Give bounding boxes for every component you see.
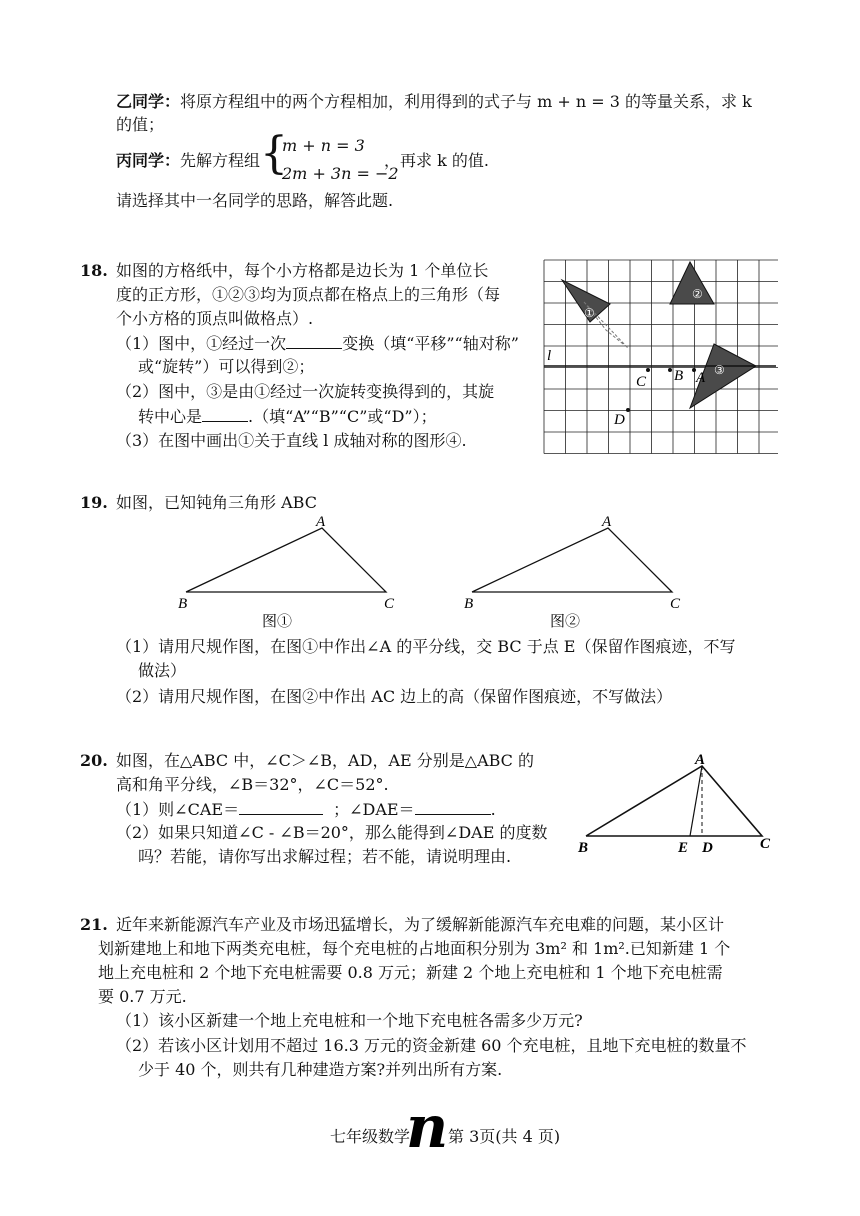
q17-bing-suffix: ，再求 k 的值. bbox=[384, 151, 489, 170]
q18-number: 18. bbox=[80, 261, 108, 280]
q18-part3: （3）在图中画出①关于直线 l 成轴对称的图形④. bbox=[116, 431, 467, 450]
q18-blank1[interactable] bbox=[286, 332, 342, 349]
q20-part1-a: （1）则∠CAE＝ bbox=[116, 800, 240, 819]
q21-part2-b: 少于 40 个，则共有几种建造方案?并列出所有方案. bbox=[138, 1060, 503, 1079]
fig-label-A: A bbox=[695, 752, 706, 768]
q18-part2-b: 转中心是 bbox=[138, 407, 203, 426]
q20-part1 bbox=[116, 798, 496, 821]
q17-yi-text: 将原方程组中的两个方程相加，利用得到的式子与 m + n = 3 的等量关系，求 k bbox=[180, 92, 752, 111]
label-A: A bbox=[696, 370, 706, 386]
fig1-label-C: C bbox=[384, 596, 395, 612]
fig2-label-C: C bbox=[670, 596, 681, 612]
q21-line1: 近年来新能源汽车产业及市场迅猛增长，为了缓解新能源汽车充电难的问题，某小区计 bbox=[116, 915, 725, 934]
q20-part2-b: 吗？若能，请你写出求解过程；若不能，请说明理由. bbox=[138, 847, 512, 866]
fig-label-E: E bbox=[678, 840, 689, 856]
label-D: D bbox=[614, 412, 625, 428]
q17-system-brace: { bbox=[260, 128, 288, 179]
q17-eq1: m + n = 3 bbox=[282, 136, 365, 155]
q19-text: 如图，已知钝角三角形 ABC bbox=[116, 493, 317, 512]
q20-line1: 如图，在△ABC 中，∠C＞∠B，AD，AE 分别是△ABC 的 bbox=[116, 751, 535, 770]
q20-line2: 高和角平分线，∠B＝32°，∠C＝52°. bbox=[116, 775, 389, 794]
q20-blank1[interactable] bbox=[239, 798, 323, 815]
q18-line2: 度的正方形，①②③均为顶点都在格点上的三角形（每 bbox=[116, 285, 501, 304]
label-l: l bbox=[547, 348, 552, 364]
q21-line3: 地上充电桩和 2 个地下充电桩需要 0.8 万元；新建 2 个地上充电桩和 1 个地下充电桩需 bbox=[98, 963, 723, 982]
q17-bing-label: 丙同学： bbox=[116, 151, 181, 170]
q18-blank2[interactable] bbox=[202, 405, 248, 422]
footer-page-number: 第 3页(共 4 页) bbox=[448, 1127, 561, 1146]
q17-yi-line bbox=[116, 91, 752, 113]
fig2-label-A: A bbox=[602, 514, 612, 530]
q19-part1-b: 做法） bbox=[138, 661, 187, 680]
q19-number: 19. bbox=[80, 493, 108, 512]
footer-handwritten-mark: n bbox=[406, 1093, 449, 1161]
footer-subject: 七年级数学 bbox=[330, 1127, 411, 1146]
q21-number: 21. bbox=[80, 915, 108, 934]
q17-yi-line2: 的值； bbox=[116, 115, 165, 134]
q17-choose: 请选择其中一名同学的思路，解答此题. bbox=[116, 191, 394, 210]
q17-bing-line bbox=[116, 150, 260, 172]
q19-figure-2 bbox=[456, 510, 696, 630]
q18-part1 bbox=[116, 332, 519, 355]
q20-part1-b: ；∠DAE＝ bbox=[333, 800, 415, 819]
q18-line1: 如图的方格纸中，每个小方格都是边长为 1 个单位长 bbox=[116, 261, 489, 280]
q19-part2: （2）请用尺规作图，在图②中作出 AC 边上的高（保留作图痕迹，不写做法） bbox=[116, 687, 673, 706]
label-t2: ② bbox=[692, 287, 703, 301]
fig2-caption: 图② bbox=[550, 612, 581, 630]
q21-part1: （1）该小区新建一个地上充电桩和一个地下充电桩各需多少万元? bbox=[116, 1011, 583, 1030]
q20-number: 20. bbox=[80, 751, 108, 770]
q19-figure-1 bbox=[170, 510, 410, 630]
fig-label-C: C bbox=[760, 836, 771, 852]
q17-yi-label: 乙同学： bbox=[116, 92, 181, 111]
q18-part2-c: .（填“A”“B”“C”或“D”）； bbox=[248, 407, 437, 426]
label-B: B bbox=[674, 368, 684, 384]
q19-part1-a: （1）请用尺规作图，在图①中作出∠A 的平分线，交 BC 于点 E（保留作图痕迹，不写 bbox=[116, 637, 736, 656]
q20-part1-c: . bbox=[490, 800, 496, 819]
fig1-label-A: A bbox=[316, 514, 326, 530]
label-t3: ③ bbox=[714, 363, 725, 377]
q21-line2: 划新建地上和地下两类充电桩，每个充电桩的占地面积分别为 3m² 和 1m².已知新建 1 个 bbox=[98, 939, 731, 958]
q21-part2-a: （2）若该小区计划用不超过 16.3 万元的资金新建 60 个充电桩，且地下充电桩的数量不 bbox=[116, 1036, 747, 1055]
q20-blank2[interactable] bbox=[415, 798, 491, 815]
q18-part1-a: （1）图中，①经过一次 bbox=[116, 334, 287, 353]
q17-bing-prefix: 先解方程组 bbox=[180, 151, 261, 170]
q18-part2-a: （2）图中，③是由①经过一次旋转变换得到的，其旋 bbox=[116, 382, 495, 401]
q18-part1-c: 或“旋转”）可以得到②； bbox=[138, 357, 315, 376]
q20-figure bbox=[574, 752, 784, 862]
label-C: C bbox=[636, 374, 647, 390]
q21-line4: 要 0.7 万元. bbox=[98, 987, 187, 1006]
q18-line3: 个小方格的顶点叫做格点）. bbox=[116, 309, 314, 328]
q18-part2 bbox=[138, 405, 437, 428]
q18-part1-b: 变换（填“平移”“轴对称” bbox=[342, 334, 519, 353]
q17-eq2: 2m + 3n = −2 bbox=[282, 164, 399, 183]
fig1-label-B: B bbox=[178, 596, 188, 612]
q18-grid-figure bbox=[542, 258, 778, 454]
fig2-label-B: B bbox=[464, 596, 474, 612]
label-t1: ① bbox=[584, 306, 595, 320]
fig1-caption: 图① bbox=[262, 612, 293, 630]
fig-label-B: B bbox=[578, 840, 589, 856]
fig-label-D: D bbox=[702, 840, 713, 856]
q20-part2-a: （2）如果只知道∠C - ∠B＝20°，那么能得到∠DAE 的度数 bbox=[116, 823, 548, 842]
